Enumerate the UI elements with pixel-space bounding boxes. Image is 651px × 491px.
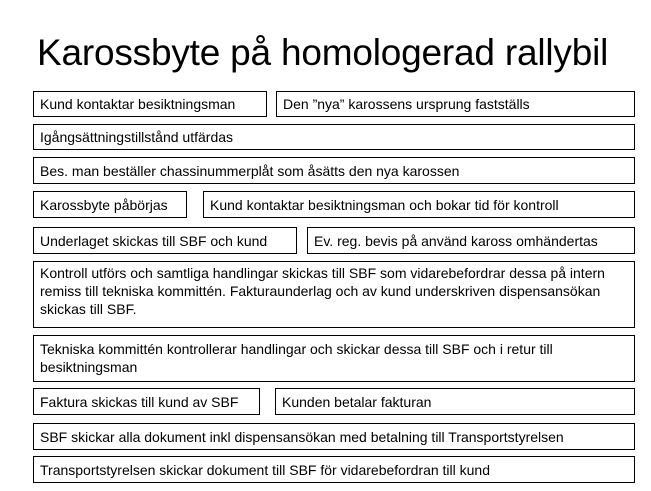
- step-ev-reg: Ev. reg. bevis på använd kaross omhändertas: [307, 227, 635, 254]
- page-title: Karossbyte på homologerad rallybil: [37, 32, 609, 73]
- step-chassinummer: Bes. man beställer chassinummerplåt som åsätts den nya karossen: [33, 157, 635, 184]
- step-tekniska: Tekniska kommittén kontrollerar handlingar och skickar dessa till SBF och i retur till besiktningsman: [33, 335, 635, 382]
- step-kontroll: Kontroll utförs och samtliga handlingar skickas till SBF som vidarebefordrar dessa på intern remiss till tekniska kommittén. Fakturaunderlag och av kund underskriven dispensansökan skickas till SBF.: [33, 261, 635, 328]
- step-underlaget: Underlaget skickas till SBF och kund: [33, 227, 297, 254]
- step-sbf-skickar: SBF skickar alla dokument inkl dispensansökan med betalning till Transportstyrelsen: [33, 423, 635, 450]
- step-kund-kontaktar: Kund kontaktar besiktningsman: [33, 91, 267, 117]
- step-igangsattning: Igångsättningstillstånd utfärdas: [33, 124, 635, 150]
- step-bokar-tid: Kund kontaktar besiktningsman och bokar tid för kontroll: [203, 191, 635, 218]
- step-kunden-betalar: Kunden betalar fakturan: [275, 388, 635, 415]
- step-faktura: Faktura skickas till kund av SBF: [33, 388, 260, 415]
- step-ursprung: Den ”nya” karossens ursprung fastställs: [276, 91, 635, 117]
- step-transportstyrelsen: Transportstyrelsen skickar dokument till SBF för vidarebefordran till kund: [33, 456, 635, 483]
- step-karossbyte: Karossbyte påbörjas: [33, 191, 187, 218]
